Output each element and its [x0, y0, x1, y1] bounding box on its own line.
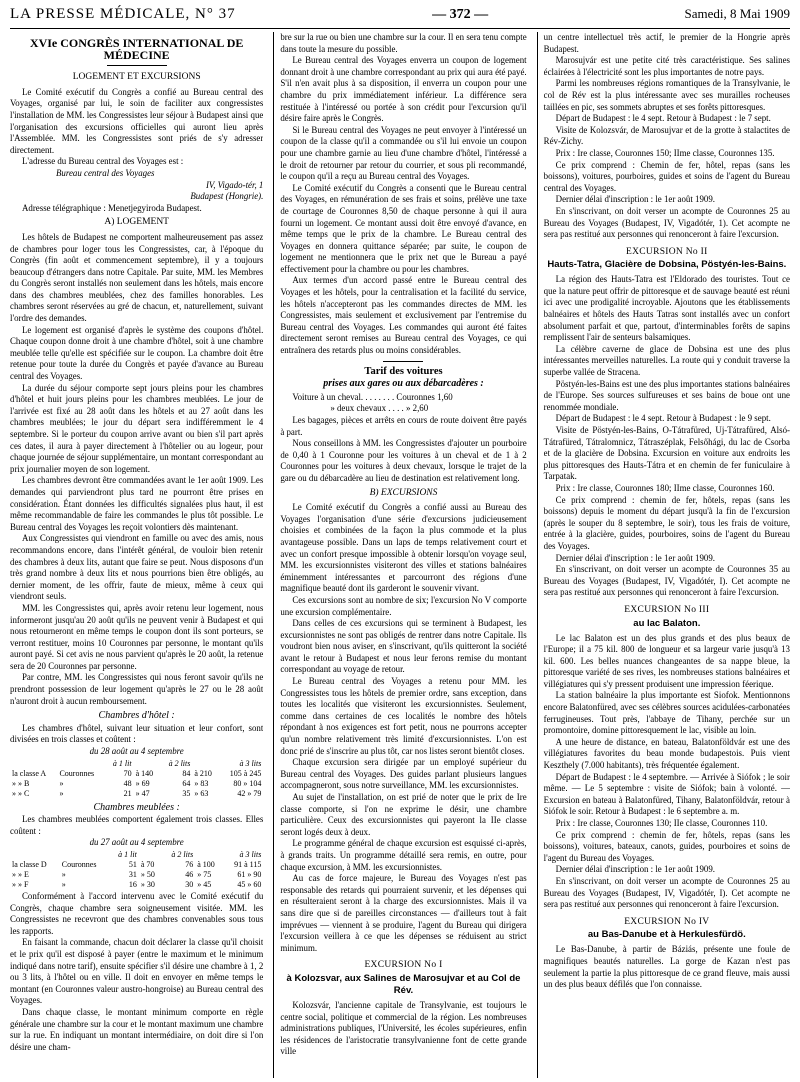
paragraph: A une heure de distance, en bateau, Balatonföldvár est une des villégiatures favorites du beau monde budapestois. Puis vient Keszthely (7.000 habitants), très fréquentée également. [543, 736, 790, 771]
section-heading: LOGEMENT ET EXCURSIONS [72, 72, 201, 83]
telegraph-address: Adresse télégraphique : Menetjegyiroda Budapest. [22, 202, 202, 213]
paragraph: La région des Hauts-Tatra est l'Eldorado des touristes. Tout ce que la nature peut offrir de pittoresque et de sauvage beauté est réuni ici avec une prodigalité incroyable. Ajoutons que les établissements balnéaires et hôtels des Hauts Tatras sont installés avec un confort absolument parfait et que, partout, d'interminables forêts de sapins remplissent l'air de senteurs balsamiques. [543, 274, 790, 343]
page-number: — 372 — [432, 7, 489, 22]
paragraph: Aux termes d'un accord passé entre le Bureau central des Voyages et les hôtels, pour la centralisation et la facilité du service, les hôtels n'accepteront pas les commandes directes de MM. les Congressistes, mais seulement et exclusivement par l'entremise du Bureau central des Voyages. Les commandes qui auront été faites directement seront remises au Bureau central des Voyages, ce qui entraînera des retards plus ou moins considérables. [280, 275, 527, 356]
paragraph: Le lac Balaton est un des plus grands et des plus beaux de l'Europe; il a 75 kil. 800 de longueur et sa largeur varie jusqu'à 13 kil. 600. Les belles nuances changeantes de sa nappe bleue, la pittoresque variété de ses rives, les nombreuses stations balnéaires et villégiatures qui s'y pressent produisent une impression féerique. [543, 632, 790, 689]
paragraph: Le Comité exécutif du Congrès a confié au Bureau central des Voyages, organisé par lui, le soin de faciliter aux congressistes l'installation de MM. les Congressistes leur séjour à Budapest ainsi que l'organisation des excursions officielles qui auront lieu après l'Assemblée. MM. les Congressistes sont priés de s'y adresser directement. [10, 86, 264, 155]
paragraph: Le Bureau central des Voyages a retenu pour MM. les Congressistes tous les hôtels de premier ordre, sans exception, dans toutes les localités que visiteront les excursionnistes. Seulement, comme dans certaines de ces localités le nombre des hôtels répondant à nos exigences est fort petit, nous ne pourrons accepter qu'un nombre relativement très limité d'excursionnistes. L'on est donc prié de s'inscrire au plus tôt, car nos listes seront bientôt closes. [280, 676, 527, 756]
paragraph: Dans celles de ces excursions qui se terminent à Budapest, les excursionnistes ne sont pas obligés de rentrer dans notre Capitale. Ils voudront bien nous aviser, en s'inscrivant, qu'ils quitteront la société avant le retour à Budapest et nous leur ferons remise du montant correspondant au voyage de retour. [280, 618, 527, 675]
paragraph: Si le Bureau central des Voyages ne peut envoyer à l'intéressé un coupon de la classe qu'il a commandée ou s'il lui envoie un coupon pour une chambre garnie au lieu d'une chambre d'hôtel, l'intéressé a le droit de retourner par retour du courrier, et sous pli recommandé, le coupon qu'il a reçu au Bureau central des Voyages. [280, 124, 527, 182]
column-1 [10, 32, 263, 1078]
table-row: » » B » 48 » 69 64 » 83 80 » 104 [12, 778, 262, 788]
table-dates: du 28 août au 4 septembre [89, 746, 184, 757]
paragraph: Ce prix comprend : chemin de fer, hôtels, repas (sans les boissons), voitures, bateaux, canots, guides, pourboires et soins de l'agent du Bureau des Voyages. [543, 829, 790, 863]
address-line: Budapest (Hongrie). [190, 191, 264, 202]
paragraph: Au sujet de l'installation, on est prié de noter que le prix de Ire classe comporte, si l'on ne exprime le désir, une chambre particulière. Ceux des excursionnistes qui payeront la IIe classe seront logés deux à deux. [280, 792, 527, 837]
paragraph: Le programme général de chaque excursion est esquissé ci-après, à grands traits. Un programme détaillé sera remis, en outre, pour chaque excursion, à MM. les excursionnistes. [280, 838, 527, 872]
columns [10, 32, 790, 1078]
excursion-subtitle: à Kolozsvar, aux Salines de Marosujvar et au Col de Rév. [286, 972, 521, 996]
paragraph: Les chambres d'hôtel, suivant leur situation et leur confort, sont divisées en trois classes et coûtent : [10, 722, 264, 745]
table-row: la classe A Couronnes 70 à 140 84 à 210 105 à 245 [12, 768, 262, 778]
table-row: » » E » 31 » 50 46 » 75 61 » 90 [12, 870, 262, 879]
paragraph: Départ de Budapest : le 4 sept. Retour à Budapest : le 7 sept. [555, 113, 771, 124]
paragraph: Les chambres meublées comportent également trois classes. Elles coûtent : [10, 814, 264, 836]
journal-title: LA PRESSE MÉDICALE, N° 37 [10, 6, 236, 22]
paragraph: Départ de Budapest : le 4 sept. Retour à Budapest : le 9 sept. [555, 413, 771, 424]
excursion-subtitle: au Bas-Danube et à Herkulesfürdö. [587, 929, 746, 941]
paragraph: En s'inscrivant, on doit verser un acompte de Couronnes 25 au Bureau des Voyages (Budapest, IV, Vigadótér, I). Cet acompte ne sera pas restitué aux personnes qui renonceront à faire l'excursion. [543, 875, 790, 910]
paragraph: La célèbre caverne de glace de Dobsina est une des plus intéressantes merveilles naturelles. La route qui y conduit traverse la superbe vallée de Stracena. [543, 343, 790, 378]
paragraph: Conformément à l'accord intervenu avec le Comité exécutif du Congrès, chaque chambre sera soigneusement visitée. MM. les Congressistes ne recevront que des chambres convenables sous tous les rapports. [10, 891, 264, 936]
subsection-heading: A) LOGEMENT [104, 217, 169, 228]
paragraph: Les chambres devront être commandées avant le 1er août 1909. Les demandes qui parviendront plus tard ne pourront être prises en considération. Étant données les difficultés signalées plus haut, il est même recommandable de faire les commandes le plus tôt possible. Le Bureau central des Voyages les reçoit volontiers dès maintenant. [10, 475, 264, 532]
paragraph: Les hôtels de Budapest ne comportent malheureusement pas assez de chambres pour loger tous les Congressistes, car, à l'époque du Congrès (fin août et commencement septembre), il y a toujours beaucoup d'étrangers dans notre Capitale. Par suite, MM. les Membres du Congrès seront installés non seulement dans les hôtels, mais encore dans des chambres meublées, chez des familles honorables. Les chambres seront réservées au gré de chacun, et, naturellement, suivant l'ordre des demandes. [10, 231, 264, 324]
article-title: XVIe CONGRÈS INTERNATIONAL DE MÉDECINE [29, 36, 244, 62]
paragraph: Prix : Ire classe, Couronnes 150; IIme classe, Couronnes 135. [555, 147, 775, 158]
paragraph: En s'inscrivant, on doit verser un acompte de Couronnes 25 au Bureau des Voyages (Budapest, IV, Vigadótér, 1). Cet acompte ne sera pas restitué aux personnes qui renonceront à faire l'excursion. [543, 205, 790, 240]
paragraph: Pöstyén-les-Bains est une des plus importantes stations balnéaires de l'Europe. Ses sources sulfureuses et ses bains de boue ont une renommée mondiale. [543, 378, 790, 412]
tarif-title: Tarif des voitures [364, 365, 443, 377]
paragraph: Marosujvár est une petite cité très caractéristique. Ses salines éclairées à l'électricité sont les plus importantes de notre pays. [543, 55, 790, 77]
excursion-heading: EXCURSION No IV [624, 916, 710, 927]
table-title: Chambres meublées : [93, 801, 180, 813]
paragraph: Le Comité exécutif du Congrès a consenti que le Bureau central des Voyages, en rémunération de ses frais et soins, prélève une taxe de courtage de Couronnes 8,50 de chaque personne à qui il aura fourni un logement. Ce montant aussi doit être envoyé d'avance, en même temps que le prix de la chambre. Le Bureau central des Voyages en donnera quittance séparée; par suite, le coupon de logement ne mentionnera que le prix net que le Bureau a payé effectivement pour la chambre ou pour les chambres. [280, 182, 527, 274]
address-line: IV, Vigado-tér, 1 [205, 179, 264, 190]
paragraph: Dernier délai d'inscription : le 1er août 1909. [555, 194, 715, 205]
table-header-row: à 1 lit à 2 lits à 3 lits [118, 850, 262, 859]
column-2 [273, 32, 526, 1078]
paragraph: Dernier délai d'inscription : le 1er août 1909. [555, 552, 715, 563]
paragraph: L'adresse du Bureau central des Voyages est : [22, 156, 184, 167]
excursion-heading: EXCURSION No III [624, 604, 710, 615]
excursion-subtitle: Hauts-Tatra, Glacière de Dobsina, Pöstyén-les-Bains. [547, 259, 787, 271]
table-header-row: à 1 lit à 2 lits à 3 lits [112, 758, 262, 768]
paragraph: Nous conseillons à MM. les Congressistes d'ajouter un pourboire de 0,40 à 1 Couronne pour les voitures à un cheval et de 1 à 2 Couronnes pour les voitures à deux chevaux, lorsque le trajet de la gare ou du débarcadère au lieu de destination est relativement long. [280, 438, 527, 483]
table-row: » » C » 21 » 47 35 » 63 42 » 79 [12, 788, 262, 798]
paragraph: Kolozsvár, l'ancienne capitale de Transylvanie, est toujours le centre social, politique et commercial de la région. Les nombreuses administrations publiques, l'Université, les écoles supérieures, enfin les résidences de l'aristocratie transylvanienne font de cette grande ville [280, 999, 527, 1057]
table-row: la classe D Couronnes 51 à 70 76 à 100 91 à 115 [12, 860, 262, 869]
column-3 [537, 32, 790, 1078]
separator [383, 361, 423, 362]
tarif-subtitle: prises aux gares ou aux débarcadères : [323, 378, 484, 390]
paragraph: Visite de Kolozsvár, de Marosujvar et de la grotte à stalactites de Rév-Zichy. [543, 124, 790, 147]
paragraph: bre sur la rue ou bien une chambre sur la cour. Il en sera tenu compte dans toute la mesure du possible. [280, 32, 527, 54]
paragraph: La durée du séjour comporte sept jours pleins pour les chambres d'hôtel et huit jours pleins pour les chambres meublées. Le jour de l'arrivée est fixé au 28 août dans les hôtels et au 27 août dans les chambres meublées; le jour du départ sera indifféremment le 4 septembre. Si le porteur du coupon arrive avant ou bien s'il part après ces dates, il aura à payer directement à l'hôtelier ou au logeur, pour chaque journée de séjour supplémentaire, un montant correspondant au prix journalier moyen de son logement. [10, 382, 264, 474]
paragraph: Chaque excursion sera dirigée par un employé supérieur du Bureau central des Voyages. Des guides parlant plusieurs langues accompagneront, sous notre surveillance, MM. les excursionnistes. [280, 757, 527, 791]
excursion-heading: EXCURSION No II [626, 246, 708, 257]
paragraph: Ces excursions sont au nombre de six; l'excursion No V comporte une excursion complémentaire. [280, 594, 527, 617]
paragraph: Aux Congressistes qui viendront en famille ou avec des amis, nous recommandons encore, dans l'intérêt général, de vouloir bien retenir des chambres à deux lits, autant que faire se peut. Nous disposons d'un très grand nombre à deux lits et nous pourrions bien être obligés, au dernier moment, de les offrir, faute de mieux, même à ceux qui viendront seuls. [10, 533, 264, 602]
paragraph: Les bagages, pièces et arrêts en cours de route doivent être payés à part. [280, 415, 527, 437]
paragraph: Ce prix comprend : chemin de fer, hôtels, repas (sans les boissons) depuis le moment du départ jusqu'à la fin de l'excursion (après le souper du 8 septembre, le soir), tous les frais de voiture, entrée à la glacière, guides, pourboires, soins de l'agent du Bureau des Voyages. [543, 494, 790, 551]
paragraph: Départ de Budapest : le 4 septembre. — Arrivée à Siófok ; le soir même. — Le 5 septembre : visite de Siófok; bain à volonté. — Excursion en bateau à Balatonfüred, Tihany, Balatonföldvár, retour à Siófok le soir. Retour à Budapest : le 6 septembre a. m. [543, 771, 790, 817]
issue-date: Samedi, 8 Mai 1909 [684, 6, 790, 21]
page-header [10, 0, 790, 29]
paragraph: Visite de Pöstyén-les-Bains, O-Tátrafüred, Uj-Tátrafüred, Alsó-Tátrafüred, Tátralomnicz, Tátraszéplak, Felsőhági, du lac de Csorba et de la glacière de Dobsina. Excursion en voiture aux endroits les plus pittoresques des Hauts-Tátra et en chemin de fer funiculaire à Tarpatak. [543, 425, 790, 482]
paragraph: La station balnéaire la plus importante est Siofok. Mentionnons encore Balatonfüred, avec ses célèbres sources acidulées-carbonatées ferrugineuses. Tout près, l'abbaye de Tihany, perchée sur un promontoire, domine pittoresquement le lac, visible au loin. [543, 690, 790, 736]
paragraph: Le Comité exécutif du Congrès a confié aussi au Bureau des Voyages l'organisation d'une série d'excursions judicieusement choisies et combinées de la façon la plus commode et la plus avantageuse possible. Dans un laps de temps relativement court et avec un confort presque impossible à obtenir lorsqu'on voyage seul, MM. les excursionnistes visiteront des villes et stations balnéaires éminemment intéressantes et parcourront des régions d'une magnifique beauté dont ils garderont le souvenir vivant. [280, 502, 527, 594]
furnished-price-table [10, 850, 263, 890]
title-rule [107, 65, 167, 66]
address-line: Bureau central des Voyages [56, 167, 155, 178]
paragraph: Prix : Ire classe, Couronnes 180; IIme classe, Couronnes 160. [555, 482, 775, 493]
table-title: Chambres d'hôtel : [98, 710, 175, 722]
paragraph: Le logement est organisé d'après le système des coupons d'hôtel. Chaque coupon donne droit à une chambre d'hôtel, soit à une chambre meublée telle qu'elle est spécifiée sur le coupon. La chambre doit être retenue pour toute la durée du Congrès et payée d'avance au Bureau central des Voyages. [10, 324, 264, 382]
paragraph: En s'inscrivant, on doit verser un acompte de Couronnes 35 au Bureau des Voyages (Budapest, IV, Vigadótér, I). Cet acompte ne sera pas restitué aux personnes qui renonceront à faire l'excursion. [543, 564, 790, 598]
paragraph: Ce prix comprend : Chemin de fer, hôtel, repas (sans les boissons), voitures, pourboires, guides et soins de l'agent du Bureau central des Voyages. [543, 159, 790, 193]
tarif-line: » deux chevaux . . . . » 2,60 [330, 403, 429, 414]
paragraph: Le Bas-Danube, à partir de Báziás, présente une foule de magnifiques beautés naturelles. La gorge de Kazan n'est pas seulement la partie la plus pittoresque de ce grand fleuve, mais aussi un des plus beaux défilés que l'on connaisse. [543, 944, 790, 990]
paragraph: Parmi les nombreuses régions romantiques de la Transylvanie, le col de Rév est la plus intéressante avec ses murailles rocheuses taillées en pic, ses sommets abruptes et ses forêts pittoresques. [543, 78, 790, 112]
excursion-subtitle: au lac Balaton. [633, 617, 701, 629]
paragraph: MM. les Congressistes qui, après avoir retenu leur logement, nous informeront jusqu'au 20 août qu'ils ne peuvent venir à Budapest et qui nous retourneront en même temps le coupon dont ils sont porteurs, se verront restituer, moins 10 Couronnes par personne, le montant qu'ils auront payé. Si cet avis ne nous parvient qu'après le 20 août, la retenue sera de 20 Couronnes par personne. [10, 602, 264, 671]
table-dates: du 27 août au 4 septembre [89, 837, 184, 848]
hotel-price-table [10, 759, 263, 799]
paragraph: Au cas de force majeure, le Bureau des Voyages n'est pas responsable des retards qui pourraient survenir, et les dépenses qui en résulteraient seront à la charge des excursionnistes. Mais il va sans dire que si de pareilles circonstances — d'ailleurs tout à fait imprévues — viennent à se produire, l'agent du Bureau qui dirigera l'excursion veillera à ce que les dépenses se réduisent au strict minimum. [280, 873, 527, 953]
paragraph: Dans chaque classe, le montant minimum comporte en règle générale une chambre sur la cour et le montant maximum une chambre sur la rue. En indiquant un montant intermédiaire, on doit dire si l'on désire une cham- [10, 1006, 264, 1052]
paragraph: un centre intellectuel très actif, le premier de la Hongrie après Budapest. [543, 32, 790, 54]
table-row: » » F » 16 » 30 30 » 45 45 » 60 [12, 880, 262, 889]
paragraph: Dernier délai d'inscription : le 1er août 1909. [555, 864, 715, 875]
subsection-heading: B) EXCURSIONS [369, 487, 438, 498]
paragraph: Par contre, MM. les Congressistes qui nous feront savoir qu'ils ne prendront possession de leur logement qu'après le 27 ou le 28 août n'auront droit à aucun remboursement. [10, 672, 264, 706]
paragraph: Prix : Ire classe, Couronnes 130; IIe classe, Couronnes 110. [555, 818, 768, 828]
excursion-heading: EXCURSION No I [364, 960, 443, 971]
tarif-line: Voiture à un cheval. . . . . . . . Couronnes 1,60 [292, 391, 453, 402]
paragraph: Le Bureau central des Voyages enverra un coupon de logement donnant droit à une chambre correspondant au prix qui aura été payé. S'il n'en avait plus à sa disposition, il enverra un coupon pour une chambre du prix immédiatement inférieur. La différence sera restituée à l'intéressé ou portée à son crédit pour l'excursion qu'il désire faire après le Congrès. [280, 55, 527, 124]
paragraph: En faisant la commande, chacun doit déclarer la classe qu'il choisit et le prix qu'il est disposé à payer (entre le maximum et le minimum indiqué dans notre tarif), ensuite spécifier s'il désire une chambre à 1, 2 ou 3 lits, à l'hôtel ou en ville. Il doit en envoyer en même temps le montant (en Couronnes valeur austro-hongroise) au Bureau central des Voyages. [10, 937, 264, 1006]
